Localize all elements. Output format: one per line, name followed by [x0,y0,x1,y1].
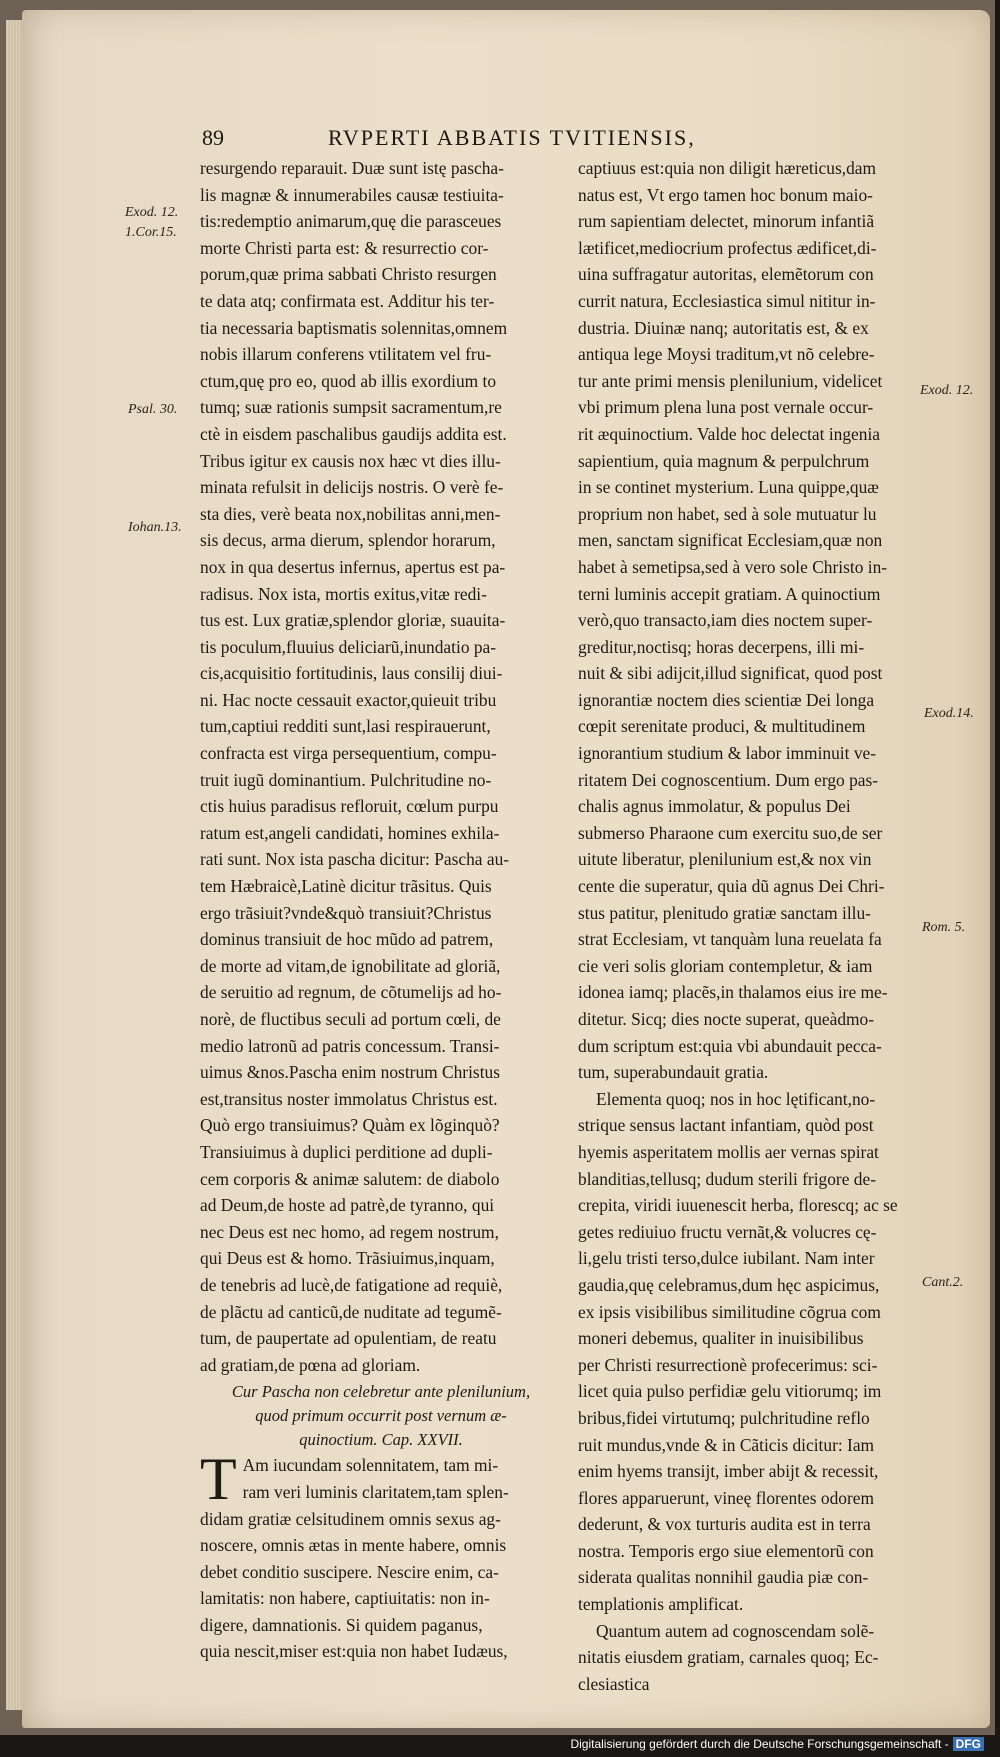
text-line: rit æquinoctium. Valde hoc delectat ingenia [578,423,880,444]
text-line: in se continet mysterium. Luna quippe,quæ [578,477,879,498]
left-paragraph-b [200,1446,562,1665]
chapter-heading [200,1380,562,1452]
right-paragraph-c [578,1618,914,1698]
chapter-heading-line: Cur Pascha non celebretur ante plenilunium, [231,1382,531,1402]
text-line: cem corporis & animæ salutem: de diabolo [200,1168,500,1189]
text-line: antiqua lege Moysi traditum,vt nõ celebre- [578,344,875,365]
text-line: dustria. Diuinæ nanq; autoritatis est, & ex [578,317,869,338]
text-line: nostra. Temporis ergo siue elementorũ con [578,1540,874,1561]
chapter-heading-line: quod primum occurrit post vernum æ- [255,1406,507,1426]
text-line: tem Hæbraicè,Latinè dicitur trãsitus. Quis [200,876,492,897]
page-edge-stack [6,20,22,1710]
text-line: ctum,quę pro eo, quod ab illis exordium to [200,370,497,391]
text-line: radisus. Nox ista, mortis exitus,vitæ redi- [200,583,487,604]
text-line: Tribus igitur ex causis nox hæc vt dies illu- [200,450,501,471]
running-title: RVPERTI ABBATIS TVITIENSIS, [328,125,696,150]
text-line: siderata qualitas nonnihil gaudia piæ con- [578,1567,869,1588]
text-line: tum, de paupertate ad opulentiam, de reatu [200,1328,497,1349]
text-line: sta dies, verè beata nox,nobilitas anni,men- [200,503,501,524]
text-line: gaudia,quę celebramus,dum hęc aspicimus, [578,1274,880,1295]
text-line: noscere, omnis ætas in mente habere, omnis [200,1535,507,1556]
drop-cap: T [200,1446,237,1513]
text-line: vbi primum plena luna post vernale occur- [578,397,874,418]
page-header [200,125,760,155]
right-text-column [578,155,914,1697]
margin-note-right: Rom. 5. [922,920,966,935]
text-line: ratum est,angeli candidati, homines exhila- [200,822,500,843]
text-line: verò,quo transacto,iam dies noctem super- [578,610,873,631]
text-line: strat Ecclesiam, vt tanquàm luna reuelata fa [578,929,882,950]
text-line: sis decus, arma dierum, splendor horarum, [200,530,496,551]
page-number: 89 [202,125,224,150]
text-line: Quò ergo transiuimus? Quàm ex lõginquò? [200,1115,500,1136]
text-line: submerso Pharaone cum exercitu suo,de ser [578,822,883,843]
text-line: tum,captiui redditi sunt,lasi respirauerunt, [200,716,491,737]
text-line: rati sunt. Nox ista pascha dicitur: Pascha au- [200,849,510,870]
text-line: nobis illarum conferens vtilitatem vel fru- [200,344,492,365]
text-line: getes rediuiuo fructu vernãt,& volucres cę- [578,1221,877,1242]
digitization-credit [566,1735,988,1753]
text-line: uina suffragatur autoritas, elemẽtorum con [578,264,874,285]
text-line: de morte ad vitam,de ignobilitate ad gloriã, [200,955,501,976]
text-line: nuit & sibi adijcit,illud significat, quod post [578,663,883,684]
text-line: nec Deus est nec homo, ad regem nostrum, [200,1221,499,1242]
text-line: didam gratiæ celsitudinem omnis sexus ag- [200,1508,501,1529]
text-line: tumq; suæ rationis sumpsit sacramentum,re [200,397,502,418]
text-line: ditetur. Sicq; dies nocte superat, queàdmo- [578,1009,875,1029]
text-line: ignorantium studium & labor imminuit ve- [578,743,877,764]
text-line: morte Christi parta est: & resurrectio cor- [200,237,489,258]
text-line: stus patitur, plenitudo gratiæ sanctam illu- [578,902,871,923]
text-line: debet conditio suscipere. Nescire enim, ca- [200,1561,499,1582]
text-line: tur ante primi mensis plenilunium, videlicet [578,370,883,391]
text-line: ctè in eisdem paschalibus gaudijs addita est. [200,423,507,444]
text-line: tus est. Lux gratiæ,splendor gloriæ, suauita- [200,610,506,631]
margin-note-left: Exod. 12. [125,205,179,220]
text-line: qui Deus est & homo. Trãsiuimus,inquam, [200,1248,495,1269]
text-line: te data atq; confirmata est. Additur his ter- [200,290,495,311]
text-line: li,gelu tristi terso,dulce iubilant. Nam inter [578,1248,875,1269]
text-line: uitute liberatur, plenilunium est,& nox vin [578,849,872,870]
margin-note-left: 1.Cor.15. [125,225,177,240]
text-line: lis magnæ & innumerabiles causæ testiuita- [200,184,504,205]
text-line: currit natura, Ecclesiastica simul nititur in- [578,290,876,311]
margin-note-right: Exod. 12. [920,383,974,398]
text-line: tum, superabundauit gratia. [578,1062,769,1083]
text-line: greditur,noctisq; horas decerpens, illi mi- [578,636,865,657]
text-line: tis poculum,fluuius deliciarũ,inundatio pa- [200,636,497,657]
text-line: Transiuimus à duplici perditione ad dupli- [200,1141,493,1162]
text-line: porum,quæ prima sabbati Christo resurgen [200,264,497,285]
text-line: terni luminis accepit gratiam. A quinoctium [578,583,881,604]
text-line: blanditias,tellusq; dudum sterili frigore de- [578,1168,876,1189]
text-line: de tenebris ad lucè,de fatigatione ad requiè, [200,1274,503,1295]
text-line: chalis agnus immolatur, & populus Dei [578,796,851,817]
text-line: ad Deum,de hoste ad patrè,de tyranno, qui [200,1195,495,1216]
text-line: norè, de fluctibus seculi ad portum cœli, de [200,1009,501,1029]
text-line: idonea iamq; placẽs,in thalamos eius ire me- [578,982,888,1003]
left-text-column [200,155,562,1665]
text-line: cis,acquisitio fortitudinis, laus consilij diui- [200,663,503,684]
text-line: medio latronũ ad patris concessum. Transi- [200,1035,500,1056]
text-line: enim hyems transijt, imber abijt & recessit, [578,1461,879,1482]
right-paragraph-b [578,1086,914,1618]
text-line: hyemis asperitatem mollis aer vernas spirat [578,1141,879,1162]
text-line: digere, damnationis. Si quidem paganus, [200,1614,483,1635]
text-line: tia necessaria baptismatis solennitas,omnem [200,317,508,338]
text-line: tis:redemptio animarum,quę die parasceues [200,211,502,232]
text-line: Elementa quoq; nos in hoc lętificant,no- [596,1088,876,1109]
text-line: lamitatis: non habere, captiuitatis: non in- [200,1588,490,1609]
text-line: minata refulsit in delicijs nostris. O verè fe- [200,477,504,498]
text-line: ritatem Dei cognoscentium. Dum ergo pas- [578,769,879,790]
text-line: flores apparuerunt, vineę florentes odorem [578,1487,875,1508]
text-line: ad gratiam,de pœna ad gloriam. [200,1354,421,1375]
credit-text: Digitalisierung gefördert durch die Deutsche Forschungsgemeinschaft - [570,1737,949,1751]
text-line: truit iugũ dominantium. Pulchritudine no- [200,769,492,790]
text-line: ignorantiæ noctem dies scientiæ Dei longa [578,689,875,710]
text-line: resurgendo reparauit. Duæ sunt istę pascha- [200,158,504,178]
margin-note-left: Iohan.13. [128,520,182,535]
text-line: sapientium, quia magnum & perpulchrum [578,450,870,471]
right-paragraph-a [578,155,914,1086]
text-line: ergo trãsiuit?vnde&quò transiuit?Christus [200,902,492,923]
text-line: dum scriptum est:quia vbi abundauit pecca- [578,1035,882,1056]
chapter-heading-line: quinoctium. Cap. XXVII. [299,1430,463,1450]
margin-note-right: Exod.14. [924,706,974,721]
text-line: captiuus est:quia non diligit hæreticus,dam [578,158,877,178]
text-line: nox in qua desertus infernus, apertus est pa- [200,556,506,577]
text-line: est,transitus noster immolatus Christus est. [200,1088,498,1109]
text-line: moneri debemus, qualiter in inuisibilibus [578,1328,864,1349]
text-line: quia nescit,miser est:quia non habet Iudæus, [200,1641,508,1662]
text-line: bribus,fidei virtutumq; pulchritudine reflo [578,1407,870,1428]
text-line: uimus &nos.Pascha enim nostrum Christus [200,1062,500,1083]
text-line: cie veri solis gloriam contempletur, & iam [578,955,873,976]
text-line: natus est, Vt ergo tamen hoc bonum maio- [578,184,873,205]
text-line: dominus transiuit de hoc mũdo ad patrem, [200,929,494,950]
text-line: men, sanctam significat Ecclesiam,quæ non [578,530,883,551]
text-line: clesiastica [578,1673,650,1694]
text-line: dederunt, & vox turturis audita est in terra [578,1514,871,1535]
text-line: ruit mundus,vnde & in Cãticis dicitur: Iam [578,1434,875,1455]
text-line: Am iucundam solennitatem, tam mi- [242,1455,499,1476]
text-line: de seruitio ad regnum, de cõtumelijs ad ho- [200,982,502,1003]
text-line: Quantum autem ad cognoscendam solẽ- [596,1620,875,1641]
text-line: licet quia pulso perfidiæ gelu vitiorumq; im [578,1381,882,1402]
text-line: confracta est virga persequentium, compu- [200,743,497,764]
text-line: lætificet,mediocrium profectus ædificet,di- [578,237,877,258]
text-line: rum sapientiam delectet, minorum infantiã [578,211,875,232]
text-line: crepita, viridi iuuenescit herba, florescq; ac se [578,1195,898,1216]
text-line: ram veri luminis claritatem,tam splen- [242,1481,509,1502]
text-line: proprium non habet, sed à sole mutuatur lu [578,503,877,524]
text-line: de plãctu ad canticũ,de nuditate ad tegumẽ- [200,1301,502,1322]
text-line: templationis amplificat. [578,1594,744,1615]
text-line: ex ipsis visibilibus similitudine cõgrua com [578,1301,881,1322]
text-line: strique sensus lactant infantiam, quòd post [578,1115,874,1136]
text-line: cente die superatur, quia dũ agnus Dei Chri- [578,876,885,897]
text-line: cœpit serenitate produci, & multitudinem [578,716,866,737]
margin-note-right: Cant.2. [922,1275,964,1290]
text-line: ctis huius paradisus refloruit, cœlum purpu [200,796,499,817]
left-paragraph-a [200,155,562,1378]
text-line: nitatis eiusdem gratiam, carnales quoq; Ec- [578,1647,879,1668]
text-line: per Christi resurrectionè profecerimus: sci- [578,1354,878,1375]
text-line: habet à semetipsa,sed à vero sole Christo in- [578,556,888,577]
dfg-logo: DFG [953,1737,984,1751]
text-line: ni. Hac nocte cessauit exactor,quieuit tribu [200,689,497,710]
margin-note-left: Psal. 30. [128,402,178,417]
